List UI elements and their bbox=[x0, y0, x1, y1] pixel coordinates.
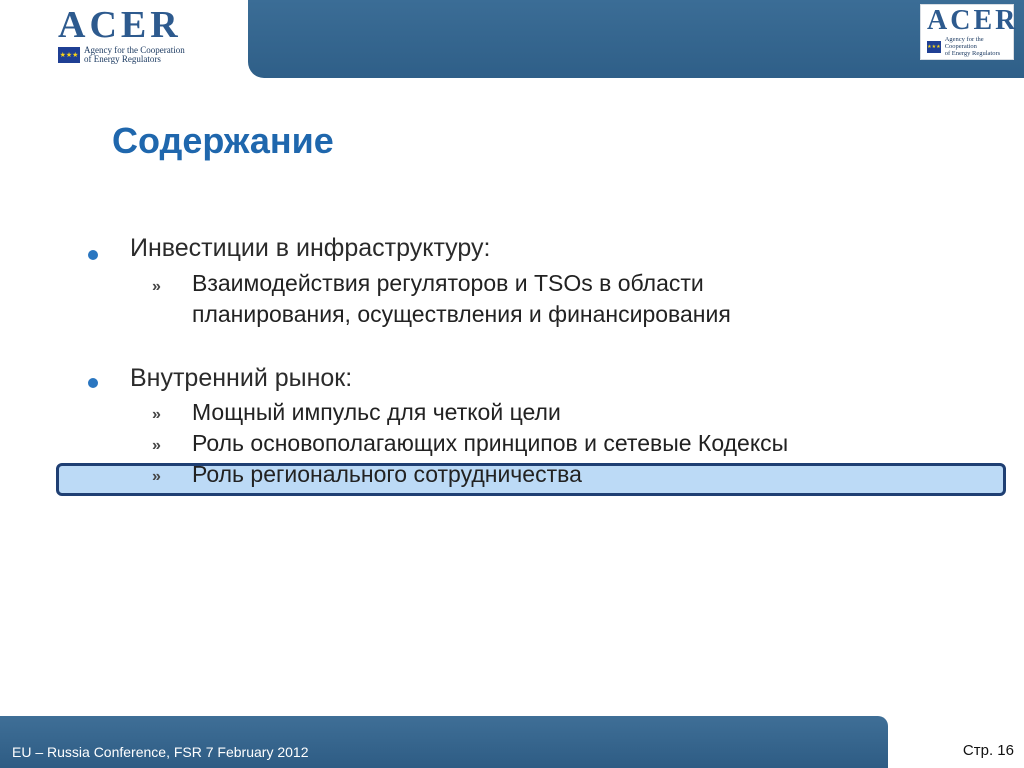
acer-logo-row bbox=[58, 46, 185, 65]
acer-logo-small-tagline: Agency for the Cooperation of Energy Regulators bbox=[944, 36, 1001, 57]
bullet-dot-2 bbox=[88, 378, 98, 388]
sub-marker: » bbox=[152, 406, 161, 423]
acer-logo bbox=[58, 6, 185, 65]
acer-logo-small bbox=[920, 4, 1019, 60]
list-item-internal-market: Внутренний рынок: bbox=[130, 364, 353, 392]
sub-marker: » bbox=[152, 437, 161, 454]
sub-item-impulse: Мощный импульс для четкой цели bbox=[192, 399, 561, 425]
sub-item-interaction: Взаимодействия регуляторов и TSOs в области bbox=[192, 270, 704, 296]
bullet-dot-1 bbox=[88, 250, 98, 260]
acer-logo-tagline: Agency for the Cooperation of Energy Regulators bbox=[84, 45, 185, 65]
slide-title: Содержание bbox=[112, 120, 334, 161]
eu-flag-small-icon: ★★★ bbox=[927, 41, 941, 53]
eu-flag-icon: ★★★ bbox=[58, 47, 80, 63]
acer-logo-word: ACER bbox=[58, 4, 182, 46]
page-number: Стр. 16 bbox=[962, 742, 1014, 759]
footer-band bbox=[0, 716, 888, 768]
list-item-investments: Инвестиции в инфраструктуру: bbox=[130, 234, 491, 262]
sub-marker: » bbox=[152, 468, 161, 485]
header-band bbox=[248, 0, 1024, 78]
sub-item-regional: Роль регионального сотрудничества bbox=[192, 461, 582, 487]
footer-text: EU – Russia Conference, FSR 7 February 2012 bbox=[12, 744, 309, 760]
acer-logo-small-row bbox=[927, 37, 1007, 57]
sub-item-principles: Роль основополагающих принципов и сетевые Кодексы bbox=[192, 430, 789, 456]
sub-item-planning: планирования, осуществления и финансирования bbox=[192, 301, 731, 327]
sub-marker: » bbox=[152, 278, 161, 295]
acer-logo-small-word: ACER bbox=[927, 5, 1019, 36]
